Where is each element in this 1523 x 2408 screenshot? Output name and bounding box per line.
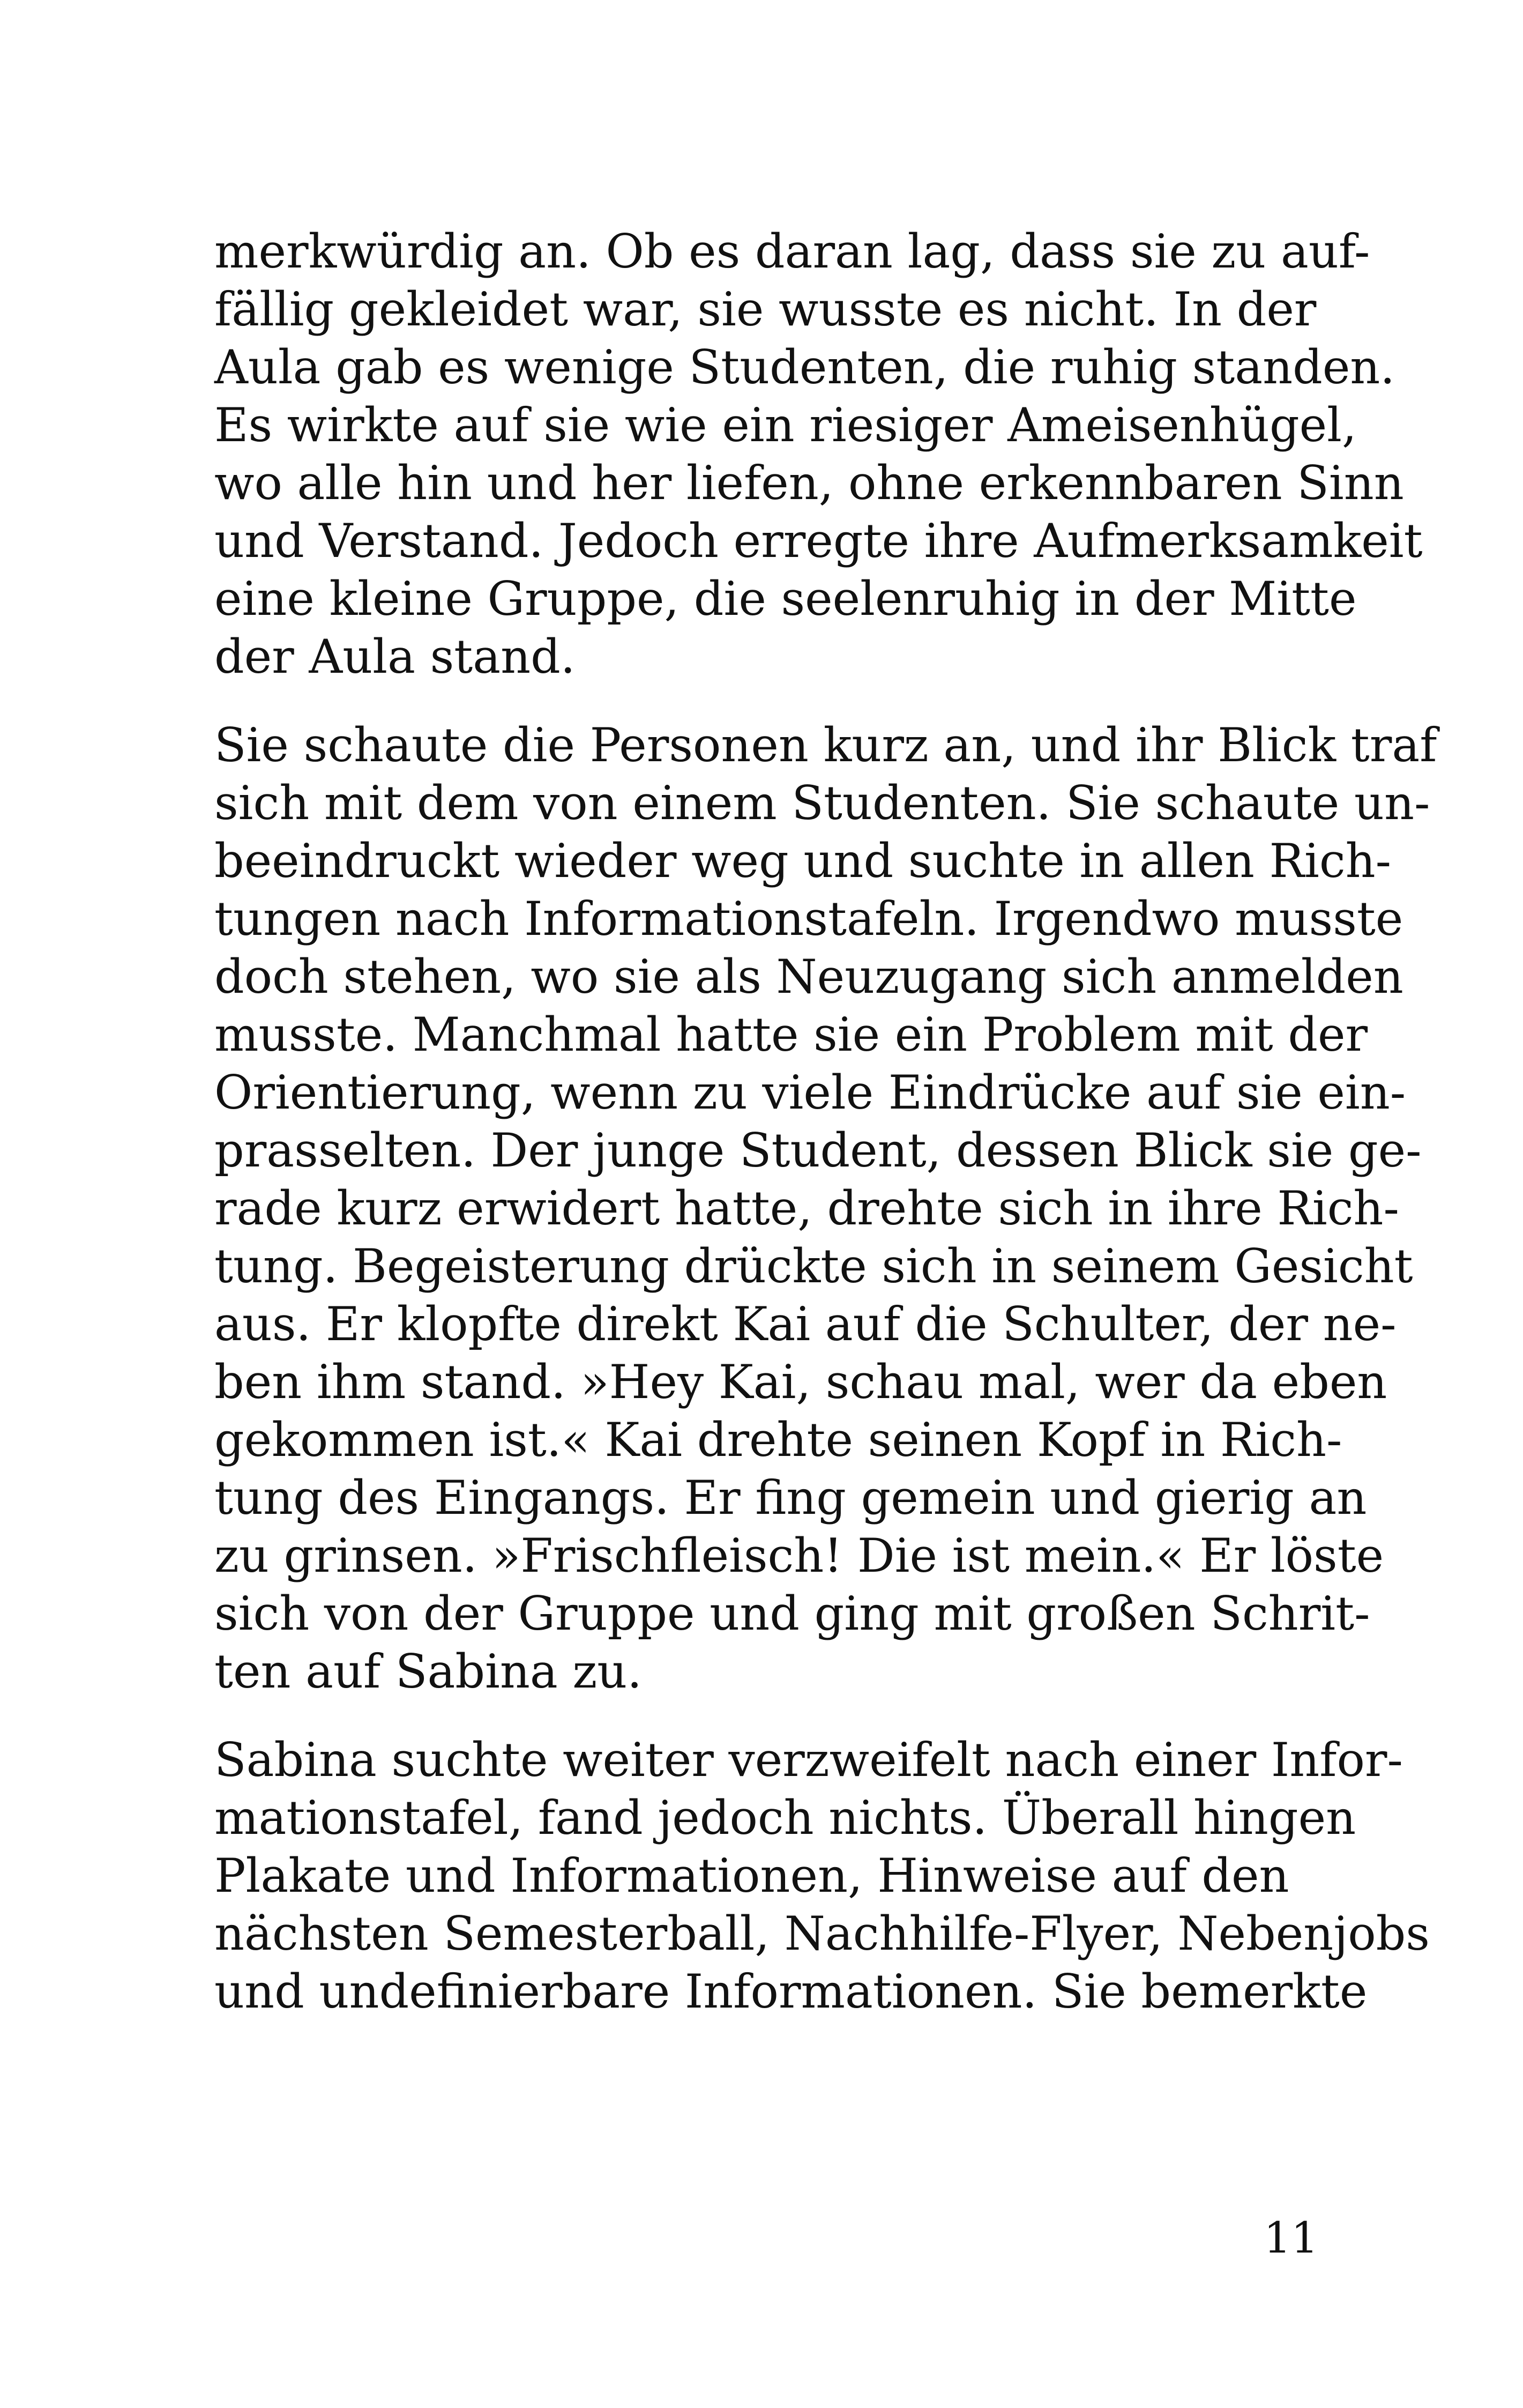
- text-line: tung des Eingangs. Er fing gemein und gierig an: [214, 1470, 1367, 1525]
- text-line: Sie schaute die Personen kurz an, und ihr Blick traf: [214, 718, 1437, 772]
- text-line: Orientierung, wenn zu viele Eindrücke auf sie ein-: [214, 1065, 1406, 1120]
- paragraph-1: [214, 222, 1423, 686]
- paragraph-3: [214, 1731, 1430, 2020]
- text-line: aus. Er klopfte direkt Kai auf die Schulter, der ne-: [214, 1297, 1397, 1351]
- text-line: musste. Manchmal hatte sie ein Problem mit der: [214, 1007, 1368, 1062]
- text-line: mationstafel, fand jedoch nichts. Überall hingen: [214, 1790, 1356, 1845]
- text-line: ten auf Sabina zu.: [214, 1644, 642, 1699]
- text-line: sich von der Gruppe und ging mit großen Schrit-: [214, 1586, 1370, 1641]
- text-line: und Verstand. Jedoch erregte ihre Aufmerksamkeit: [214, 514, 1423, 568]
- text-line: der Aula stand.: [214, 629, 576, 684]
- text-line: Plakate und Informationen, Hinweise auf den: [214, 1848, 1289, 1903]
- text-line: gekommen ist.« Kai drehte seinen Kopf in Rich-: [214, 1413, 1342, 1467]
- text-line: prasselten. Der junge Student, dessen Blick sie ge-: [214, 1123, 1422, 1178]
- text-line: Sabina suchte weiter verzweifelt nach einer Infor-: [214, 1733, 1403, 1787]
- text-line: tungen nach Informationstafeln. Irgendwo musste: [214, 891, 1403, 946]
- text-line: merkwürdig an. Ob es daran lag, dass sie zu auf-: [214, 224, 1370, 279]
- text-line: und undefinierbare Informationen. Sie bemerkte: [214, 1964, 1368, 2019]
- text-line: fällig gekleidet war, sie wusste es nicht. In der: [214, 282, 1317, 337]
- body-text: [214, 222, 1437, 2020]
- text-line: beeindruckt wieder weg und suchte in allen Rich-: [214, 834, 1392, 888]
- text-line: doch stehen, wo sie als Neuzugang sich anmelden: [214, 949, 1403, 1004]
- paragraph-2: [214, 716, 1437, 1700]
- text-line: tung. Begeisterung drückte sich in seinem Gesicht: [214, 1239, 1413, 1294]
- text-line: Es wirkte auf sie wie ein riesiger Ameisenhügel,: [214, 398, 1357, 452]
- text-line: ben ihm stand. »Hey Kai, schau mal, wer da eben: [214, 1355, 1387, 1409]
- text-line: rade kurz erwidert hatte, drehte sich in ihre Rich-: [214, 1181, 1399, 1236]
- text-line: nächsten Semesterball, Nachhilfe-Flyer, Nebenjobs: [214, 1906, 1430, 1961]
- text-line: eine kleine Gruppe, die seelenruhig in der Mitte: [214, 571, 1357, 626]
- text-line: sich mit dem von einem Studenten. Sie schaute un-: [214, 776, 1430, 830]
- text-line: Aula gab es wenige Studenten, die ruhig standen.: [214, 340, 1395, 395]
- page-number: 11: [1264, 2213, 1318, 2263]
- text-line: zu grinsen. »Frischfleisch! Die ist mein.« Er löste: [214, 1528, 1384, 1583]
- text-line: wo alle hin und her liefen, ohne erkennbaren Sinn: [214, 456, 1404, 510]
